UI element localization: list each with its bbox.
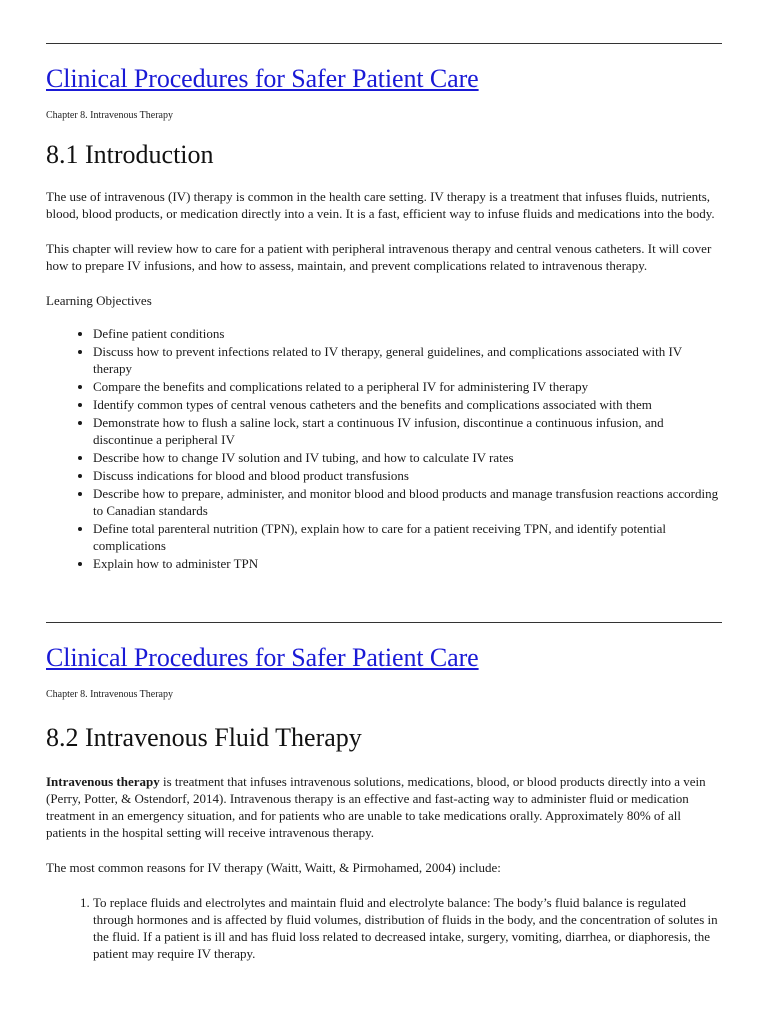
chapter-label: Chapter 8. Intravenous Therapy [46, 110, 173, 121]
site-title-link[interactable]: Clinical Procedures for Safer Patient Care [46, 643, 479, 672]
chapter-overview-paragraph: This chapter will review how to care for a patient with peripheral intravenous therapy and central venous catheters. It will cover how to prepare IV infusions, and how to assess, maintain, and prevent complications related to intravenous therapy. [46, 241, 712, 273]
list-item: • Identify common types of central venous catheters and the benefits and complications associated with them [93, 396, 722, 413]
list-item: • Demonstrate how to flush a saline lock, start a continuous IV infusion, discontinue a continuous infusion, and discontinue a peripheral IV [93, 414, 722, 448]
definition-text: is treatment that infuses intravenous solutions, medications, blood, or blood products directly into a vein (Perry, Potter, & Ostendorf, 2014). Intravenous therapy is an effective and fast-acting way to administer fluid or medication treatment in an emergency situation, and for patients who are unable to take medications orally. Approximately 80% of all patients in the hospital setting will receive intravenous therapy. [46, 774, 706, 840]
section-introduction [46, 43, 722, 573]
list-item: • Discuss how to prevent infections related to IV therapy, general guidelines, and complications associated with IV therapy [93, 343, 722, 377]
learning-objectives-label: Learning Objectives [46, 293, 152, 308]
list-item: • Describe how to change IV solution and IV tubing, and how to calculate IV rates [93, 449, 722, 466]
iv-therapy-definition-paragraph [46, 773, 722, 841]
site-title-link[interactable]: Clinical Procedures for Safer Patient Care [46, 64, 479, 93]
list-item: • Compare the benefits and complications related to a peripheral IV for administering IV therapy [93, 378, 722, 395]
list-item: 1. To replace fluids and electrolytes and maintain fluid and electrolyte balance: The body’s fluid balance is regulated through hormones and is affected by fluid volumes, distribution of fluids in the body, and the concentration of solutes in the fluid. If a patient is ill and has fluid loss related to decreased intake, surgery, vomiting, diarrhea, or diaphoresis, the patient may require IV therapy. [93, 894, 722, 962]
list-item: • Discuss indications for blood and blood product transfusions [93, 467, 722, 484]
reasons-intro-paragraph: The most common reasons for IV therapy (Waitt, Waitt, & Pirmohamed, 2004) include: [46, 860, 501, 875]
section-heading: 8.2 Intravenous Fluid Therapy [46, 723, 362, 752]
learning-objectives-list [46, 325, 722, 572]
section-divider [46, 622, 722, 623]
top-divider [46, 43, 722, 44]
chapter-label: Chapter 8. Intravenous Therapy [46, 689, 173, 700]
intro-paragraph: The use of intravenous (IV) therapy is common in the health care setting. IV therapy is a treatment that infuses fluids, nutrients, blood, blood products, or medication directly into a vein. It is a fast, efficient way to infuse fluids and medications into the body. [46, 189, 715, 221]
list-item: • Define patient conditions [93, 325, 722, 342]
term-bold: Intravenous therapy [46, 774, 160, 789]
list-item: • Define total parenteral nutrition (TPN), explain how to care for a patient receiving TPN, and identify potential complications [93, 520, 722, 554]
list-item: • Explain how to administer TPN [93, 555, 722, 572]
section-heading: 8.1 Introduction [46, 140, 214, 169]
reasons-list [46, 894, 722, 962]
list-item: • Describe how to prepare, administer, and monitor blood and blood products and manage transfusion reactions according to Canadian standards [93, 485, 722, 519]
section-intravenous-fluid-therapy [46, 622, 722, 962]
